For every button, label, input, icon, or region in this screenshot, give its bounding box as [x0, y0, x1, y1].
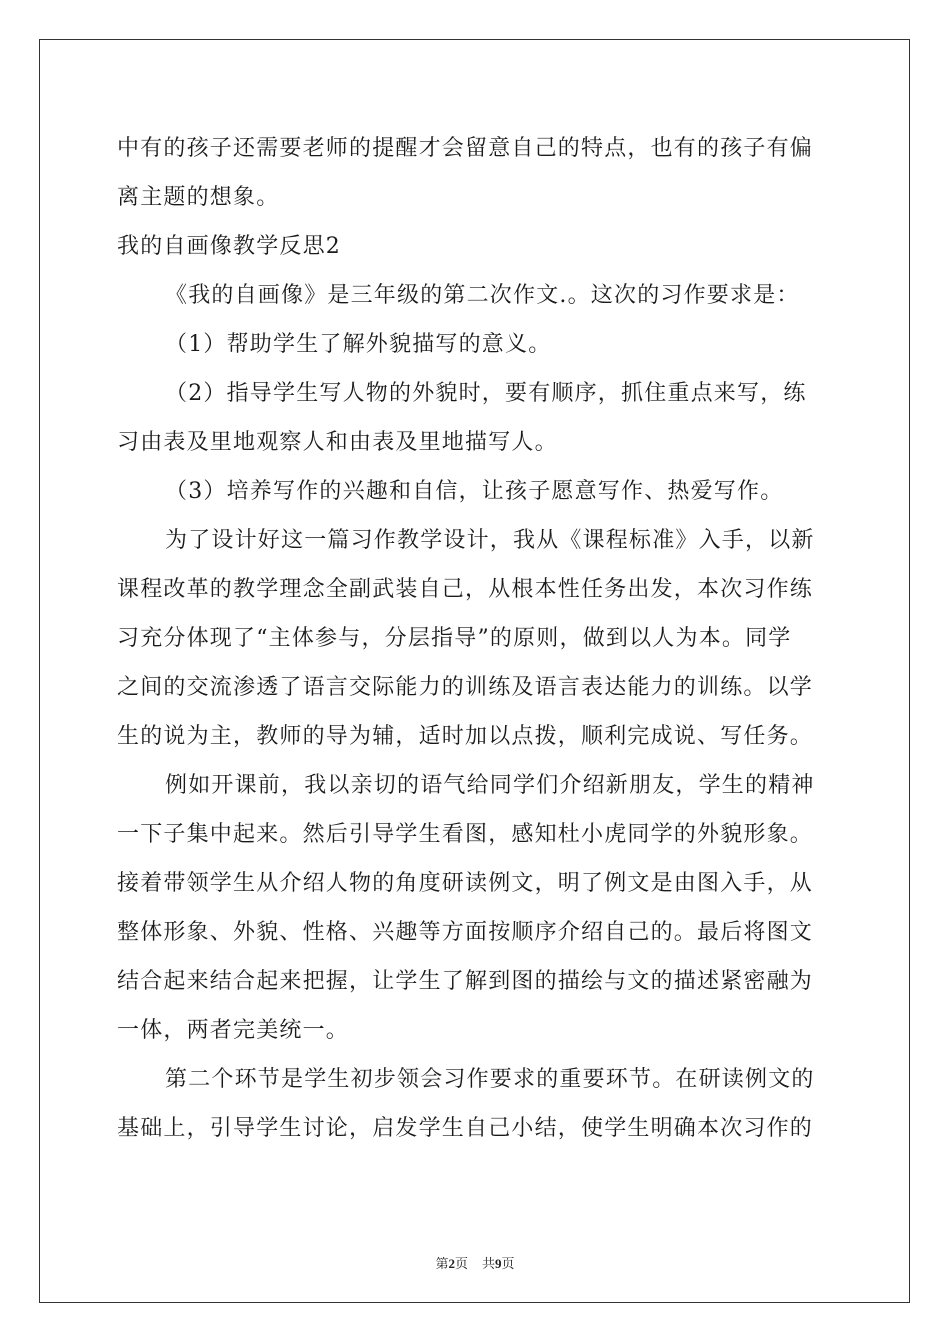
text-line: 中有的孩子还需要老师的提醒才会留意自己的特点，也有的孩子有偏: [117, 136, 814, 161]
text-line: 一下子集中起来。然后引导学生看图，感知杜小虎同学的外貌形象。: [117, 822, 814, 847]
text-line: 生的说为主，教师的导为辅，适时加以点拨，顺利完成说、写任务。: [117, 724, 814, 749]
text-line: 结合起来结合起来把握，让学生了解到图的描绘与文的描述紧密融为: [117, 969, 814, 994]
text-line: （2）指导学生写人物的外貌时，要有顺序，抓住重点来写，练: [165, 381, 807, 406]
document-body: [117, 124, 833, 1153]
text-line: 一体，两者完美统一。: [117, 1018, 350, 1043]
section-heading: 我的自画像教学反思2: [117, 234, 341, 259]
page-prefix: 第: [435, 1257, 449, 1272]
text-line: 习由表及里地观察人和由表及里地描写人。: [117, 430, 558, 455]
page-number: 2: [448, 1256, 455, 1271]
text-line: 基础上，引导学生讨论，启发学生自己小结，使学生明确本次习作的: [117, 1116, 814, 1141]
page-footer: [0, 1253, 950, 1272]
text-line: 习充分体现了“主体参与，分层指导”的原则，做到以人为本。同学: [117, 626, 792, 651]
text-line: 离主题的想象。: [117, 185, 280, 210]
text-line: 接着带领学生从介绍人物的角度研读例文，明了例文是由图入手，从: [117, 871, 814, 896]
page-suffix: 页: [454, 1257, 468, 1272]
text-line: （1）帮助学生了解外貌描写的意义。: [165, 332, 552, 357]
total-suffix: 页: [501, 1257, 515, 1272]
text-line: 整体形象、外貌、性格、兴趣等方面按顺序介绍自己的。最后将图文: [117, 920, 814, 945]
text-line: 为了设计好这一篇习作教学设计，我从《课程标准》入手，以新: [165, 528, 815, 553]
text-line: 课程改革的教学理念全副武装自己，从根本性任务出发，本次习作练: [117, 577, 814, 602]
text-line: 《我的自画像》是三年级的第二次作文.。这次的习作要求是：: [165, 283, 800, 308]
text-line: 例如开课前，我以亲切的语气给同学们介绍新朋友，学生的精神: [165, 773, 815, 798]
total-pages: 9: [495, 1256, 502, 1271]
total-prefix: 共: [482, 1257, 496, 1272]
text-line: 第二个环节是学生初步领会习作要求的重要环节。在研读例文的: [165, 1067, 815, 1092]
text-line: （3）培养写作的兴趣和自信，让孩子愿意写作、热爱写作。: [165, 479, 784, 504]
text-line: 之间的交流渗透了语言交际能力的训练及语言表达能力的训练。以学: [117, 675, 814, 700]
